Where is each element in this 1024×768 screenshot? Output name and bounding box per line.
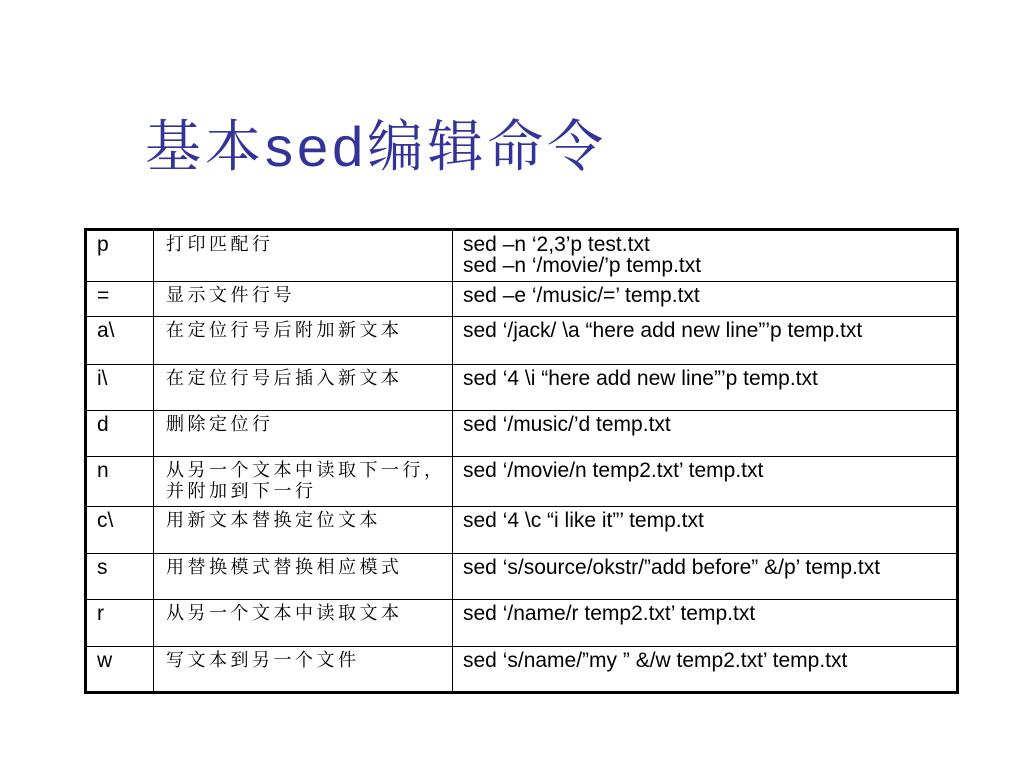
command-text: c\	[97, 509, 114, 532]
example-line: sed ‘s/source/okstr/”add before” &/p’ temp.txt	[463, 556, 881, 579]
description-cell	[154, 457, 453, 506]
example-cell	[453, 600, 956, 646]
table-row	[87, 231, 956, 282]
example-line: sed –n ‘/movie/’p temp.txt	[463, 254, 702, 277]
description-line: 打印匹配行	[166, 234, 274, 255]
description-cell	[154, 554, 453, 599]
sed-command-table	[84, 228, 959, 694]
command-cell	[87, 554, 154, 599]
description-cell	[154, 365, 453, 410]
command-text: r	[97, 602, 104, 625]
description-cell	[154, 231, 453, 281]
command-cell	[87, 600, 154, 646]
example-cell	[453, 282, 956, 316]
table-row	[87, 554, 956, 600]
example-cell	[453, 231, 956, 281]
description-cell	[154, 507, 453, 553]
command-text: a\	[97, 319, 115, 342]
description-line: 显示文件行号	[166, 285, 295, 306]
command-text: s	[97, 556, 108, 579]
table-row	[87, 282, 956, 317]
command-cell	[87, 411, 154, 456]
description-cell	[154, 647, 453, 691]
description-line: 在定位行号后插入新文本	[166, 368, 403, 389]
example-cell	[453, 507, 956, 553]
example-line: sed ‘4 \i “here add new line”’p temp.txt	[463, 367, 818, 390]
example-cell	[453, 317, 956, 364]
command-cell	[87, 647, 154, 691]
example-line: sed –n ‘2,3’p test.txt	[463, 233, 650, 256]
description-cell	[154, 282, 453, 316]
description-line: 在定位行号后附加新文本	[166, 320, 403, 341]
command-text: =	[97, 284, 110, 307]
table-row	[87, 600, 956, 647]
description-line: 用替换模式替换相应模式	[166, 557, 403, 578]
command-text: d	[97, 413, 109, 436]
example-cell	[453, 411, 956, 456]
description-line: 用新文本替换定位文本	[166, 510, 381, 531]
command-cell	[87, 282, 154, 316]
table-row	[87, 647, 956, 691]
description-line: 写文本到另一个文件	[166, 650, 360, 671]
example-cell	[453, 554, 956, 599]
command-cell	[87, 457, 154, 506]
example-line: sed ‘4 \c “i like it”’ temp.txt	[463, 509, 704, 532]
table-row	[87, 411, 956, 457]
example-cell	[453, 647, 956, 691]
command-text: w	[97, 649, 113, 672]
example-line: sed ‘s/name/”my ” &/w temp2.txt’ temp.txt	[463, 649, 848, 672]
command-cell	[87, 365, 154, 410]
command-text: p	[97, 233, 109, 256]
description-line: 并附加到下一行	[166, 481, 317, 502]
example-cell	[453, 365, 956, 410]
description-cell	[154, 411, 453, 456]
table-row	[87, 457, 956, 507]
command-cell	[87, 231, 154, 281]
command-text: n	[97, 459, 109, 482]
command-cell	[87, 507, 154, 553]
slide-title: 基本sed编辑命令	[145, 115, 608, 178]
example-line: sed ‘/movie/n temp2.txt’ temp.txt	[463, 459, 764, 482]
description-cell	[154, 600, 453, 646]
example-line: sed –e ‘/music/=’ temp.txt	[463, 284, 700, 307]
description-line: 从另一个文本中读取文本	[166, 603, 403, 624]
example-line: sed ‘/music/’d temp.txt	[463, 413, 671, 436]
table-row	[87, 317, 956, 365]
table-row	[87, 507, 956, 554]
example-line: sed ‘/jack/ \a “here add new line”’p temp.txt	[463, 319, 863, 342]
example-cell	[453, 457, 956, 506]
description-line: 删除定位行	[166, 414, 274, 435]
description-cell	[154, 317, 453, 364]
command-text: i\	[97, 367, 108, 390]
table-row	[87, 365, 956, 411]
description-line: 从另一个文本中读取下一行，	[166, 460, 446, 481]
command-cell	[87, 317, 154, 364]
example-line: sed ‘/name/r temp2.txt’ temp.txt	[463, 602, 756, 625]
